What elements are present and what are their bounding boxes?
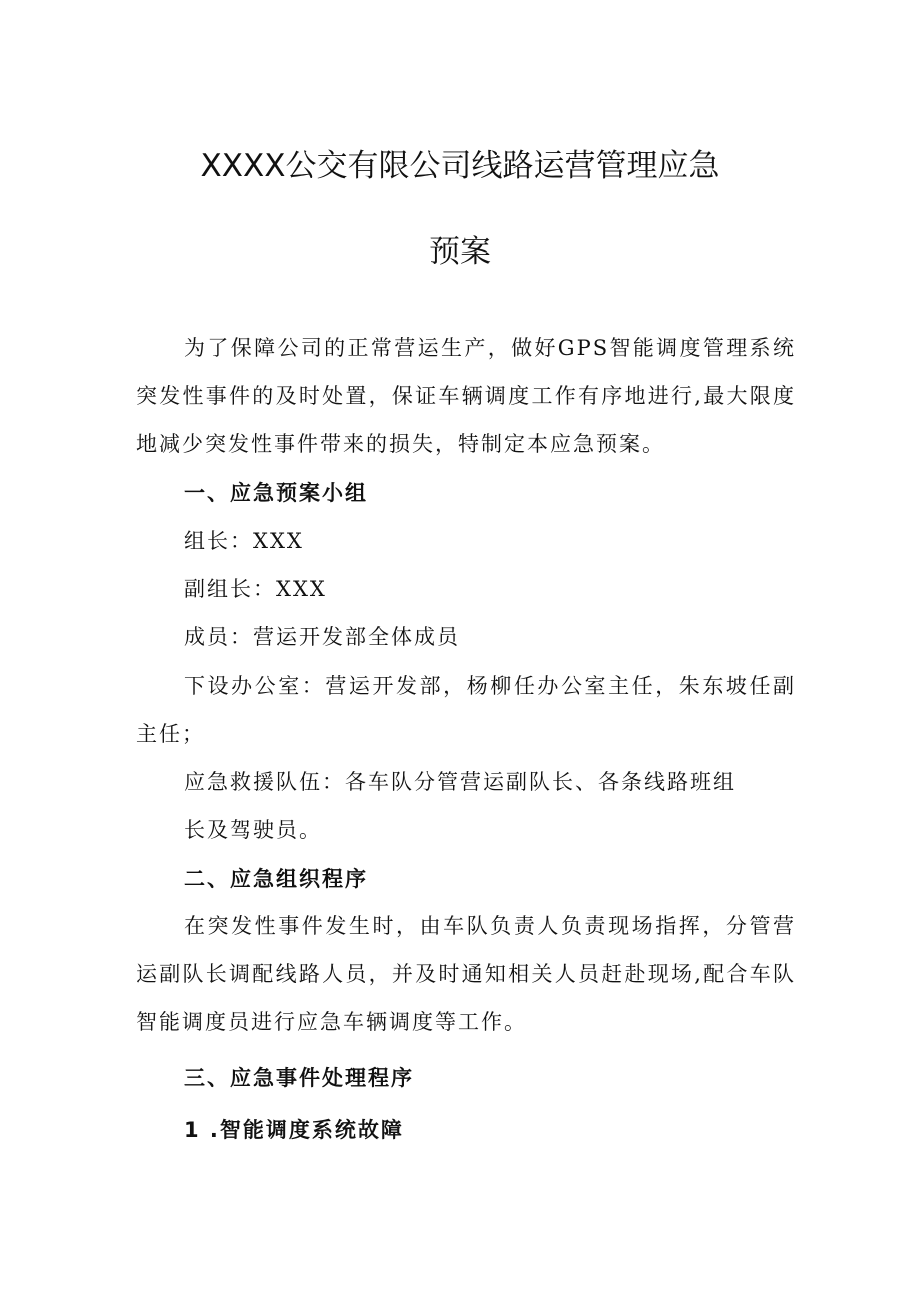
section3-heading: 三、应急事件处理程序 — [184, 1066, 414, 1090]
group-leader-line: 组长：XXX — [184, 529, 304, 553]
section3-subheading-1: 1 .智能调度系统故障 — [184, 1118, 404, 1142]
rescue-team-line1: 应急救援队伍：各车队分管营运副队长、各条线路班组 — [184, 770, 736, 794]
deputy-leader-line: 副组长：XXX — [184, 577, 327, 601]
section1-heading: 一、应急预案小组 — [184, 481, 368, 505]
rescue-team-line2: 长及驾驶员。 — [184, 818, 322, 842]
members-line: 成员：营运开发部全体成员 — [184, 625, 460, 649]
office-paragraph: 下设办公室：营运开发部，杨柳任办公室主任，朱东坡任副主任； — [136, 674, 796, 746]
intro-paragraph: 为了保障公司的正常营运生产，做好GPS智能调度管理系统突发性事件的及时处置，保证车辆调度工作有序地进行,最大限度地减少突发性事件带来的损失，特制定本应急预案。 — [136, 336, 796, 456]
document-title-line2: 预案 — [429, 234, 491, 270]
section2-heading: 二、应急组织程序 — [184, 867, 368, 891]
section2-paragraph: 在突发性事件发生时，由车队负责人负责现场指挥，分管营运副队长调配线路人员，并及时通知相关人员赶赴现场,配合车队智能调度员进行应急车辆调度等工作。 — [136, 914, 796, 1034]
document-title-line1: XXXX公交有限公司线路运营管理应急 — [200, 148, 720, 184]
